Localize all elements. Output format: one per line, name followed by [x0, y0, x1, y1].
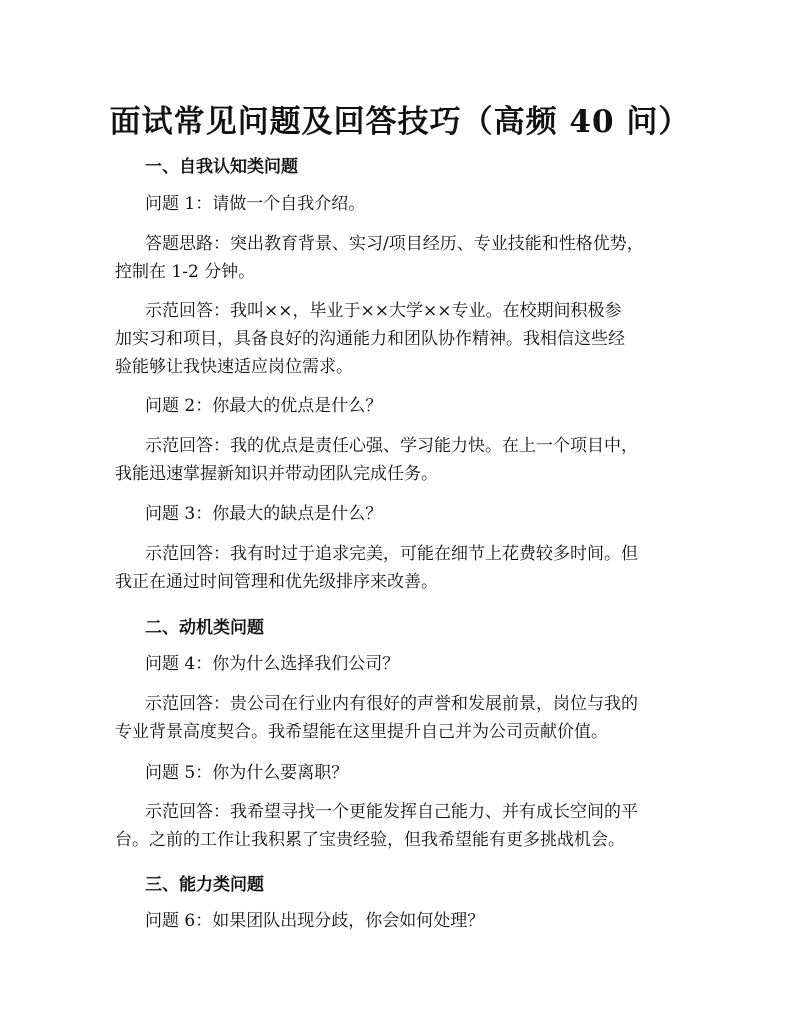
sample-answer-1 [115, 297, 705, 381]
paragraph-line: 问题 6：如果团队出现分歧，你会如何处理？ [145, 911, 485, 931]
paragraph-line: 示范回答：我的优点是责任心强、学习能力快。在上一个项目中， [145, 436, 638, 456]
paragraph-line: 示范回答：我叫××，毕业于××大学××专业。在校期间积极参 [145, 301, 622, 321]
paragraph-line: 验能够让我快速适应岗位需求。 [115, 357, 353, 377]
paragraph-line: 我能迅速掌握新知识并带动团队完成任务。 [115, 464, 438, 484]
paragraph-line: 我正在通过时间管理和优先级排序来改善。 [115, 572, 438, 592]
paragraph-line: 加实习和项目，具备良好的沟通能力和团队协作精神。我相信这些经 [115, 329, 625, 349]
section-heading-self-awareness: 一、自我认知类问题 [145, 157, 298, 177]
paragraph-line: 问题 5：你为什么要离职？ [145, 763, 349, 783]
paragraph-line: 问题 1：请做一个自我介绍。 [145, 194, 366, 214]
paragraph-line: 台。之前的工作让我积累了宝贵经验，但我希望能有更多挑战机会。 [115, 830, 625, 850]
paragraph-line: 示范回答：我希望寻找一个更能发挥自己能力、并有成长空间的平 [145, 802, 638, 822]
sample-answer-2 [115, 432, 705, 488]
question-1 [115, 190, 705, 218]
paragraph-line: 问题 4：你为什么选择我们公司？ [145, 654, 400, 674]
paragraph-line: 答题思路：突出教育背景、实习/项目经历、专业技能和性格优势， [145, 234, 644, 254]
paragraph-line: 专业背景高度契合。我希望能在这里提升自己并为公司贡献价值。 [115, 722, 608, 742]
section-heading-motivation: 二、动机类问题 [145, 618, 264, 638]
question-3 [115, 500, 705, 528]
question-4 [115, 650, 705, 678]
sample-answer-4 [115, 690, 705, 746]
paragraph-line: 问题 2：你最大的优点是什么？ [145, 396, 383, 416]
paragraph-line: 示范回答：我有时过于追求完美，可能在细节上花费较多时间。但 [145, 544, 638, 564]
paragraph-line: 控制在 1-2 分钟。 [115, 262, 256, 282]
paragraph-line: 问题 3：你最大的缺点是什么？ [145, 504, 383, 524]
question-6 [115, 907, 705, 935]
question-5 [115, 759, 705, 787]
paragraph-line: 示范回答：贵公司在行业内有很好的声誉和发展前景，岗位与我的 [145, 694, 638, 714]
section-heading-ability: 三、能力类问题 [145, 875, 264, 895]
question-2 [115, 392, 705, 420]
sample-answer-3 [115, 540, 705, 596]
sample-answer-5 [115, 798, 705, 854]
answer-approach-1 [115, 230, 705, 286]
document-title: 面试常见问题及回答技巧（高频 40 问） [109, 104, 691, 140]
